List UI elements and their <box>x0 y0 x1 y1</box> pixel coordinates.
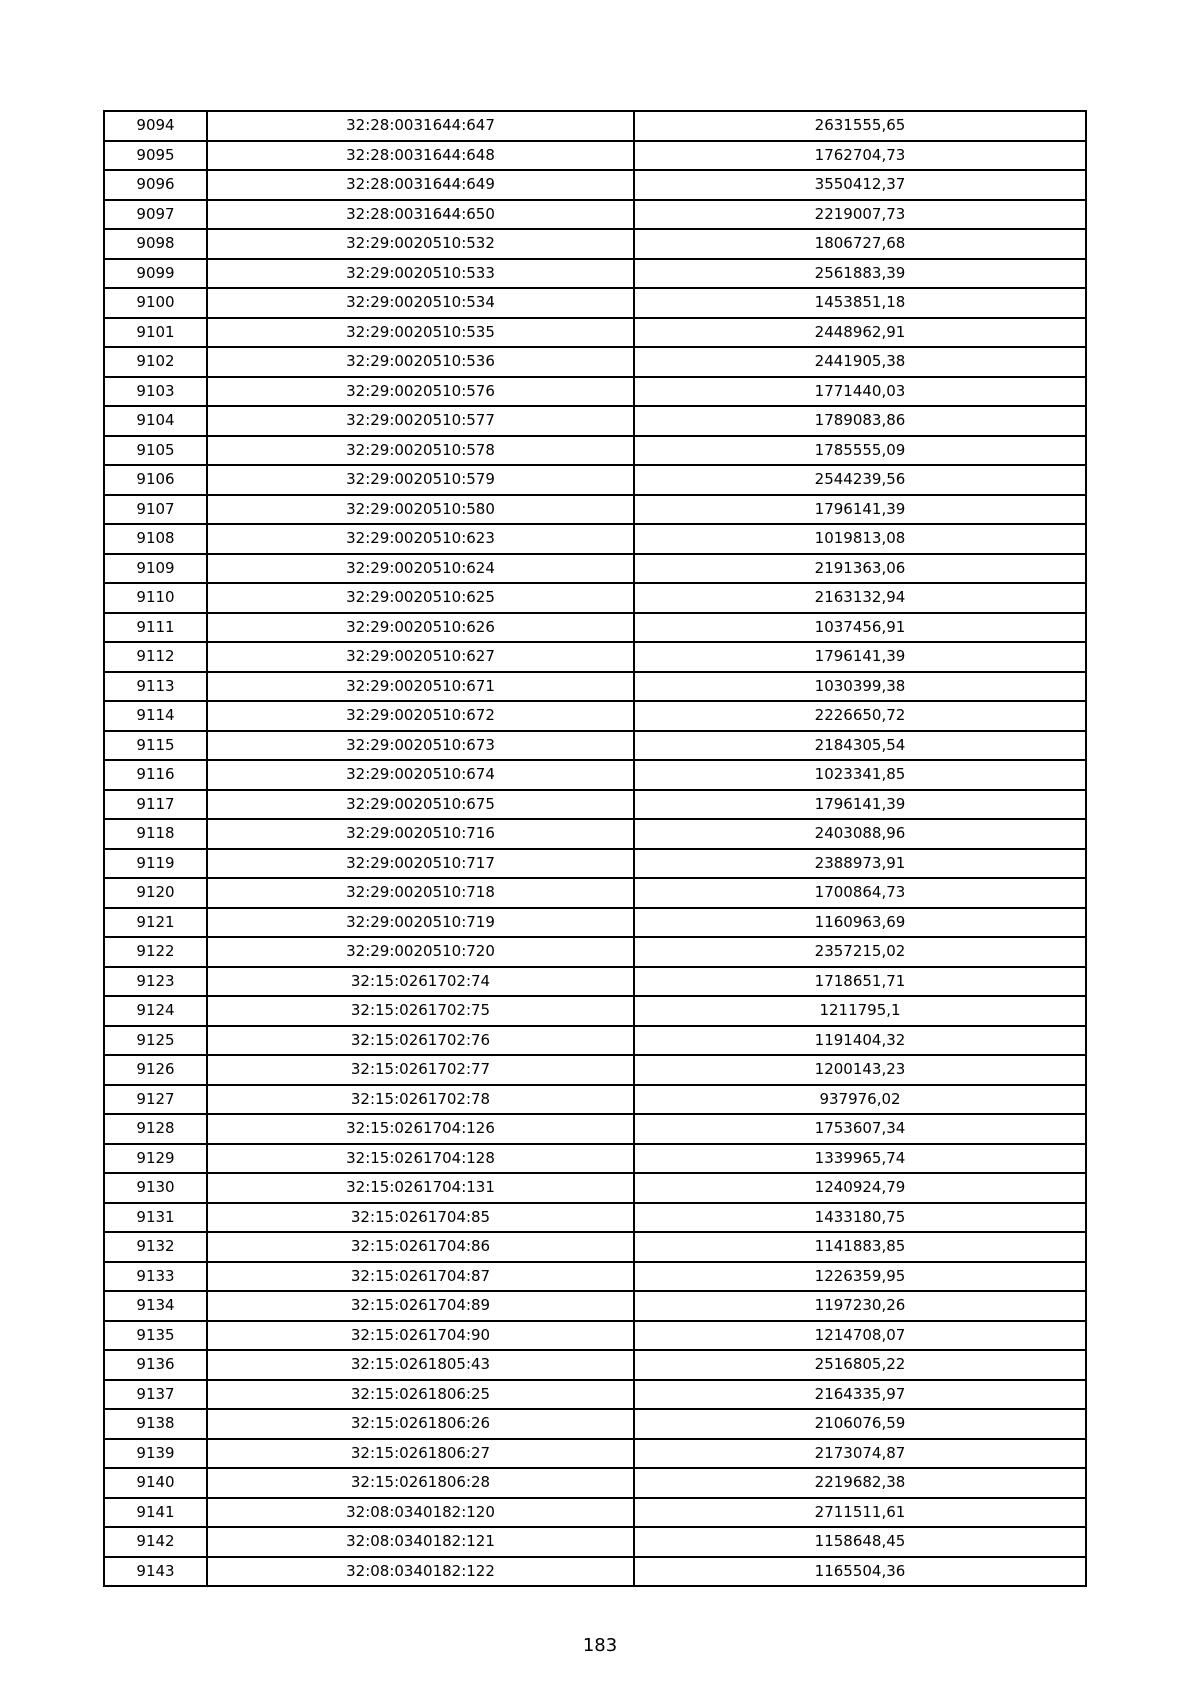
cadastral-value-cell: 2226650,72 <box>634 701 1086 731</box>
row-number-cell: 9123 <box>104 967 207 997</box>
row-number-cell: 9131 <box>104 1203 207 1233</box>
cadastral-value-cell: 2191363,06 <box>634 554 1086 584</box>
cadastral-value-cell: 1785555,09 <box>634 436 1086 466</box>
row-number-cell: 9142 <box>104 1527 207 1557</box>
cadastral-value-cell: 1771440,03 <box>634 377 1086 407</box>
cadastral-value-cell: 1762704,73 <box>634 141 1086 171</box>
row-number-cell: 9114 <box>104 701 207 731</box>
table-row <box>104 1439 1086 1469</box>
row-number-cell: 9096 <box>104 170 207 200</box>
cadastral-number-cell: 32:29:0020510:579 <box>207 465 634 495</box>
cadastral-value-cell: 1019813,08 <box>634 524 1086 554</box>
row-number-cell: 9113 <box>104 672 207 702</box>
cadastral-number-cell: 32:29:0020510:672 <box>207 701 634 731</box>
table-row <box>104 111 1086 141</box>
table-row <box>104 1026 1086 1056</box>
cadastral-number-cell: 32:28:0031644:647 <box>207 111 634 141</box>
cadastral-number-cell: 32:29:0020510:534 <box>207 288 634 318</box>
cadastral-number-cell: 32:15:0261702:76 <box>207 1026 634 1056</box>
cadastral-value-cell: 1453851,18 <box>634 288 1086 318</box>
table-row <box>104 524 1086 554</box>
cadastral-number-cell: 32:29:0020510:576 <box>207 377 634 407</box>
table-row <box>104 436 1086 466</box>
cadastral-number-cell: 32:15:0261704:131 <box>207 1173 634 1203</box>
cadastral-value-cell: 2106076,59 <box>634 1409 1086 1439</box>
table-row <box>104 288 1086 318</box>
row-number-cell: 9140 <box>104 1468 207 1498</box>
table-row <box>104 1527 1086 1557</box>
row-number-cell: 9128 <box>104 1114 207 1144</box>
row-number-cell: 9098 <box>104 229 207 259</box>
table-row <box>104 1557 1086 1587</box>
row-number-cell: 9119 <box>104 849 207 879</box>
table-row <box>104 849 1086 879</box>
table-row <box>104 1468 1086 1498</box>
cadastral-value-cell: 1789083,86 <box>634 406 1086 436</box>
cadastral-value-cell: 2357215,02 <box>634 937 1086 967</box>
cadastral-number-cell: 32:29:0020510:720 <box>207 937 634 967</box>
row-number-cell: 9130 <box>104 1173 207 1203</box>
cadastral-number-cell: 32:15:0261702:74 <box>207 967 634 997</box>
row-number-cell: 9116 <box>104 760 207 790</box>
row-number-cell: 9129 <box>104 1144 207 1174</box>
cadastral-value-cell: 1191404,32 <box>634 1026 1086 1056</box>
cadastral-value-cell: 1339965,74 <box>634 1144 1086 1174</box>
page-number: 183 <box>582 1635 618 1656</box>
table-row <box>104 613 1086 643</box>
cadastral-value-cell: 1141883,85 <box>634 1232 1086 1262</box>
cadastral-number-cell: 32:29:0020510:577 <box>207 406 634 436</box>
cadastral-number-cell: 32:29:0020510:675 <box>207 790 634 820</box>
cadastral-value-cell: 1214708,07 <box>634 1321 1086 1351</box>
cadastral-value-cell: 2516805,22 <box>634 1350 1086 1380</box>
table-row <box>104 377 1086 407</box>
cadastral-value-cell: 1226359,95 <box>634 1262 1086 1292</box>
row-number-cell: 9121 <box>104 908 207 938</box>
table-row <box>104 465 1086 495</box>
table-row <box>104 1144 1086 1174</box>
row-number-cell: 9141 <box>104 1498 207 1528</box>
table-row <box>104 495 1086 525</box>
cadastral-value-cell: 2544239,56 <box>634 465 1086 495</box>
table-row <box>104 967 1086 997</box>
table-row <box>104 1409 1086 1439</box>
cadastral-number-cell: 32:15:0261702:77 <box>207 1055 634 1085</box>
cadastral-number-cell: 32:08:0340182:121 <box>207 1527 634 1557</box>
cadastral-value-cell: 1030399,38 <box>634 672 1086 702</box>
table-row <box>104 406 1086 436</box>
table-row <box>104 229 1086 259</box>
cadastral-number-cell: 32:15:0261806:25 <box>207 1380 634 1410</box>
table-row <box>104 259 1086 289</box>
cadastral-value-cell: 2173074,87 <box>634 1439 1086 1469</box>
cadastral-number-cell: 32:15:0261806:27 <box>207 1439 634 1469</box>
cadastral-value-cell: 1753607,34 <box>634 1114 1086 1144</box>
row-number-cell: 9104 <box>104 406 207 436</box>
row-number-cell: 9110 <box>104 583 207 613</box>
cadastral-number-cell: 32:15:0261704:86 <box>207 1232 634 1262</box>
cadastral-value-cell: 2164335,97 <box>634 1380 1086 1410</box>
row-number-cell: 9127 <box>104 1085 207 1115</box>
table-row <box>104 760 1086 790</box>
row-number-cell: 9100 <box>104 288 207 318</box>
table-row <box>104 1498 1086 1528</box>
table-row <box>104 1055 1086 1085</box>
cadastral-number-cell: 32:28:0031644:649 <box>207 170 634 200</box>
row-number-cell: 9136 <box>104 1350 207 1380</box>
row-number-cell: 9097 <box>104 200 207 230</box>
cadastral-number-cell: 32:29:0020510:674 <box>207 760 634 790</box>
table-row <box>104 170 1086 200</box>
row-number-cell: 9118 <box>104 819 207 849</box>
cadastral-number-cell: 32:08:0340182:122 <box>207 1557 634 1587</box>
cadastral-value-cell: 2403088,96 <box>634 819 1086 849</box>
cadastral-number-cell: 32:29:0020510:578 <box>207 436 634 466</box>
cadastral-value-cell: 3550412,37 <box>634 170 1086 200</box>
cadastral-value-cell: 2631555,65 <box>634 111 1086 141</box>
table-row <box>104 790 1086 820</box>
cadastral-number-cell: 32:29:0020510:671 <box>207 672 634 702</box>
cadastral-number-cell: 32:28:0031644:648 <box>207 141 634 171</box>
table-row <box>104 731 1086 761</box>
cadastral-number-cell: 32:15:0261704:87 <box>207 1262 634 1292</box>
row-number-cell: 9138 <box>104 1409 207 1439</box>
row-number-cell: 9117 <box>104 790 207 820</box>
row-number-cell: 9137 <box>104 1380 207 1410</box>
cadastral-value-cell: 1023341,85 <box>634 760 1086 790</box>
table-row <box>104 1232 1086 1262</box>
cadastral-number-cell: 32:29:0020510:717 <box>207 849 634 879</box>
table-row <box>104 1350 1086 1380</box>
cadastral-value-cell: 1197230,26 <box>634 1291 1086 1321</box>
row-number-cell: 9122 <box>104 937 207 967</box>
table-row <box>104 318 1086 348</box>
cadastral-number-cell: 32:15:0261806:28 <box>207 1468 634 1498</box>
table-row <box>104 1262 1086 1292</box>
table-row <box>104 1380 1086 1410</box>
row-number-cell: 9139 <box>104 1439 207 1469</box>
row-number-cell: 9105 <box>104 436 207 466</box>
row-number-cell: 9126 <box>104 1055 207 1085</box>
cadastral-number-cell: 32:29:0020510:623 <box>207 524 634 554</box>
table-row <box>104 819 1086 849</box>
cadastral-value-cell: 937976,02 <box>634 1085 1086 1115</box>
cadastral-number-cell: 32:29:0020510:624 <box>207 554 634 584</box>
cadastral-number-cell: 32:29:0020510:536 <box>207 347 634 377</box>
cadastral-number-cell: 32:15:0261704:89 <box>207 1291 634 1321</box>
cadastral-value-cell: 2184305,54 <box>634 731 1086 761</box>
cadastral-value-cell: 2711511,61 <box>634 1498 1086 1528</box>
row-number-cell: 9109 <box>104 554 207 584</box>
row-number-cell: 9103 <box>104 377 207 407</box>
cadastral-value-table <box>103 110 1087 1587</box>
cadastral-value-cell: 1796141,39 <box>634 495 1086 525</box>
cadastral-value-cell: 2163132,94 <box>634 583 1086 613</box>
cadastral-value-cell: 1211795,1 <box>634 996 1086 1026</box>
cadastral-value-cell: 1160963,69 <box>634 908 1086 938</box>
cadastral-number-cell: 32:29:0020510:625 <box>207 583 634 613</box>
table-row <box>104 200 1086 230</box>
row-number-cell: 9134 <box>104 1291 207 1321</box>
row-number-cell: 9135 <box>104 1321 207 1351</box>
table-row <box>104 141 1086 171</box>
cadastral-value-cell: 1165504,36 <box>634 1557 1086 1587</box>
cadastral-number-cell: 32:29:0020510:580 <box>207 495 634 525</box>
cadastral-number-cell: 32:29:0020510:719 <box>207 908 634 938</box>
cadastral-number-cell: 32:15:0261702:75 <box>207 996 634 1026</box>
row-number-cell: 9101 <box>104 318 207 348</box>
row-number-cell: 9108 <box>104 524 207 554</box>
cadastral-number-cell: 32:29:0020510:716 <box>207 819 634 849</box>
table-body <box>104 111 1086 1586</box>
cadastral-value-cell: 1718651,71 <box>634 967 1086 997</box>
table-row <box>104 642 1086 672</box>
table-row <box>104 583 1086 613</box>
cadastral-number-cell: 32:15:0261704:85 <box>207 1203 634 1233</box>
table-row <box>104 1114 1086 1144</box>
cadastral-value-cell: 1433180,75 <box>634 1203 1086 1233</box>
table-row <box>104 347 1086 377</box>
cadastral-number-cell: 32:29:0020510:532 <box>207 229 634 259</box>
table-row <box>104 937 1086 967</box>
cadastral-value-cell: 2441905,38 <box>634 347 1086 377</box>
row-number-cell: 9120 <box>104 878 207 908</box>
row-number-cell: 9125 <box>104 1026 207 1056</box>
cadastral-number-cell: 32:29:0020510:533 <box>207 259 634 289</box>
table-row <box>104 1203 1086 1233</box>
row-number-cell: 9106 <box>104 465 207 495</box>
row-number-cell: 9112 <box>104 642 207 672</box>
row-number-cell: 9133 <box>104 1262 207 1292</box>
cadastral-number-cell: 32:15:0261702:78 <box>207 1085 634 1115</box>
row-number-cell: 9115 <box>104 731 207 761</box>
table-row <box>104 996 1086 1026</box>
cadastral-value-cell: 1796141,39 <box>634 642 1086 672</box>
cadastral-value-cell: 1700864,73 <box>634 878 1086 908</box>
cadastral-number-cell: 32:08:0340182:120 <box>207 1498 634 1528</box>
cadastral-value-cell: 2219682,38 <box>634 1468 1086 1498</box>
cadastral-number-cell: 32:29:0020510:718 <box>207 878 634 908</box>
row-number-cell: 9095 <box>104 141 207 171</box>
table-row <box>104 878 1086 908</box>
cadastral-value-cell: 1240924,79 <box>634 1173 1086 1203</box>
cadastral-value-cell: 1806727,68 <box>634 229 1086 259</box>
table-row <box>104 908 1086 938</box>
cadastral-number-cell: 32:29:0020510:535 <box>207 318 634 348</box>
row-number-cell: 9099 <box>104 259 207 289</box>
table-row <box>104 554 1086 584</box>
table-row <box>104 1291 1086 1321</box>
table-row <box>104 1085 1086 1115</box>
row-number-cell: 9094 <box>104 111 207 141</box>
cadastral-number-cell: 32:28:0031644:650 <box>207 200 634 230</box>
cadastral-value-cell: 1158648,45 <box>634 1527 1086 1557</box>
row-number-cell: 9143 <box>104 1557 207 1587</box>
table-row <box>104 1173 1086 1203</box>
table-row <box>104 1321 1086 1351</box>
table-row <box>104 701 1086 731</box>
cadastral-number-cell: 32:15:0261704:128 <box>207 1144 634 1174</box>
row-number-cell: 9107 <box>104 495 207 525</box>
row-number-cell: 9111 <box>104 613 207 643</box>
row-number-cell: 9102 <box>104 347 207 377</box>
cadastral-number-cell: 32:29:0020510:626 <box>207 613 634 643</box>
cadastral-number-cell: 32:15:0261806:26 <box>207 1409 634 1439</box>
cadastral-value-cell: 1200143,23 <box>634 1055 1086 1085</box>
cadastral-value-cell: 2561883,39 <box>634 259 1086 289</box>
cadastral-value-cell: 2388973,91 <box>634 849 1086 879</box>
cadastral-number-cell: 32:15:0261704:90 <box>207 1321 634 1351</box>
cadastral-number-cell: 32:29:0020510:627 <box>207 642 634 672</box>
cadastral-number-cell: 32:15:0261704:126 <box>207 1114 634 1144</box>
row-number-cell: 9124 <box>104 996 207 1026</box>
row-number-cell: 9132 <box>104 1232 207 1262</box>
cadastral-value-cell: 2219007,73 <box>634 200 1086 230</box>
cadastral-value-cell: 1037456,91 <box>634 613 1086 643</box>
table-row <box>104 672 1086 702</box>
cadastral-number-cell: 32:15:0261805:43 <box>207 1350 634 1380</box>
cadastral-value-cell: 2448962,91 <box>634 318 1086 348</box>
cadastral-number-cell: 32:29:0020510:673 <box>207 731 634 761</box>
cadastral-value-cell: 1796141,39 <box>634 790 1086 820</box>
